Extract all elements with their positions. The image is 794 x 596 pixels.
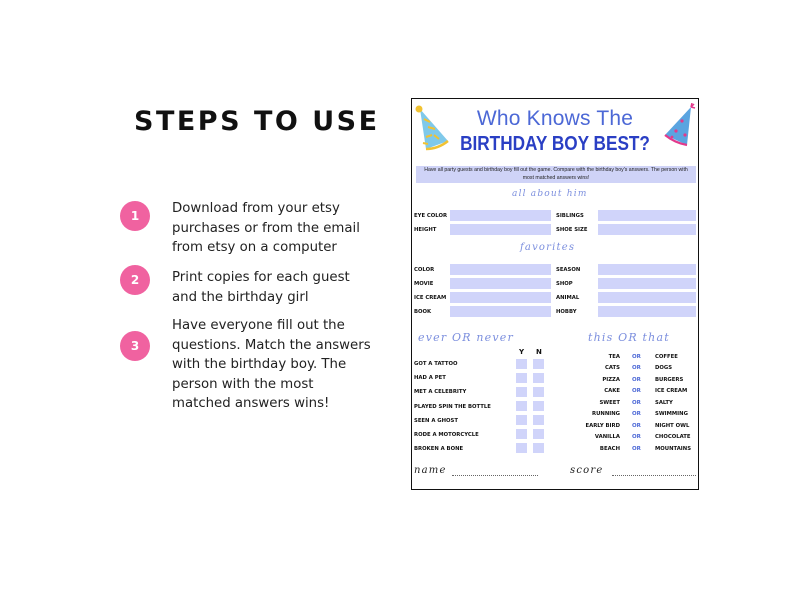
field-label: SIBLINGS — [556, 213, 584, 219]
no-column-label: N — [536, 348, 542, 356]
yes-checkbox — [516, 387, 527, 397]
field-label: ANIMAL — [556, 295, 580, 301]
choice-left: BEACH — [599, 446, 620, 452]
question-label: GOT A TATTOO — [414, 361, 458, 367]
field-label: EYE COLOR — [414, 213, 448, 219]
worksheet-subtitle: BIRTHDAY BOY BEST? — [460, 133, 650, 155]
yes-column-label: Y — [519, 348, 525, 356]
answer-box — [450, 210, 551, 221]
choice-left: VANILLA — [594, 434, 620, 440]
or-label: OR — [632, 400, 641, 406]
choice-left: SWEET — [599, 400, 620, 406]
step-number-badge: 3 — [120, 331, 150, 361]
choice-left: TEA — [608, 354, 620, 360]
no-checkbox — [533, 359, 544, 369]
choice-left: RUNNING — [592, 411, 620, 417]
answer-box — [450, 278, 551, 289]
worksheet-title: Who Knows The — [476, 107, 634, 130]
choice-right: NIGHT OWL — [655, 423, 690, 429]
question-label: SEEN A GHOST — [414, 418, 458, 424]
step-text: Have everyone fill out the questions. Match the answers with the birthday boy. The person with the most matched answers wins! — [172, 318, 371, 411]
or-label: OR — [632, 365, 641, 371]
field-label: ICE CREAM — [414, 295, 447, 301]
answer-box — [450, 306, 551, 317]
no-checkbox — [533, 401, 544, 411]
section-heading-this-or-that: this OR that — [588, 331, 670, 344]
yes-checkbox — [516, 359, 527, 369]
or-label: OR — [632, 377, 641, 383]
no-checkbox — [533, 373, 544, 383]
answer-box — [598, 278, 696, 289]
choice-left: CAKE — [604, 388, 620, 394]
or-label: OR — [632, 388, 641, 394]
answer-box — [598, 306, 696, 317]
field-label: HEIGHT — [414, 227, 437, 233]
answer-box — [450, 264, 551, 275]
or-label: OR — [632, 446, 641, 452]
step-number-badge: 2 — [120, 265, 150, 295]
question-label: PLAYED SPIN THE BOTTLE — [414, 404, 491, 410]
choice-right: DOGS — [655, 365, 673, 371]
answer-box — [598, 224, 696, 235]
section-heading-about: all about him — [512, 189, 588, 199]
worksheet-instructions: Have all party guests and birthday boy fill out the game. Compare with the birthday boy's answers. The person with most matched answers wins! — [416, 166, 696, 183]
steps-title: STEPS TO USE — [134, 106, 380, 137]
choice-right: CHOCOLATE — [655, 434, 691, 440]
no-checkbox — [533, 387, 544, 397]
name-label: name — [414, 465, 447, 476]
yes-checkbox — [516, 429, 527, 439]
question-label: BROKEN A BONE — [414, 446, 464, 452]
no-checkbox — [533, 415, 544, 425]
name-line — [452, 475, 538, 476]
choice-left: EARLY BIRD — [585, 423, 620, 429]
field-label: SHOE SIZE — [556, 227, 588, 233]
field-label: BOOK — [414, 309, 432, 315]
question-label: RODE A MOTORCYCLE — [414, 432, 479, 438]
choice-left: CATS — [604, 365, 620, 371]
field-label: SEASON — [556, 267, 581, 273]
score-label: score — [570, 465, 604, 476]
answer-box — [598, 292, 696, 303]
answer-box — [450, 224, 551, 235]
field-label: COLOR — [414, 267, 435, 273]
step-text: Download from your etsy purchases or from the email from etsy on a computer — [172, 201, 360, 255]
no-checkbox — [533, 429, 544, 439]
answer-box — [450, 292, 551, 303]
or-label: OR — [632, 354, 641, 360]
yes-checkbox — [516, 373, 527, 383]
choice-right: BURGERS — [655, 377, 684, 383]
or-label: OR — [632, 434, 641, 440]
question-label: HAD A PET — [414, 375, 446, 381]
score-line — [612, 475, 696, 476]
choice-right: COFFEE — [655, 354, 678, 360]
no-checkbox — [533, 443, 544, 453]
answer-box — [598, 210, 696, 221]
choice-right: MOUNTAINS — [655, 446, 692, 452]
yes-checkbox — [516, 415, 527, 425]
worksheet-preview — [411, 98, 699, 490]
field-label: HOBBY — [556, 309, 577, 315]
choice-left: PIZZA — [602, 377, 620, 383]
answer-box — [598, 264, 696, 275]
step-number-badge: 1 — [120, 201, 150, 231]
field-label: SHOP — [556, 281, 573, 287]
step-text: Print copies for each guest and the birthday girl — [172, 270, 350, 305]
yes-checkbox — [516, 401, 527, 411]
section-heading-ever-or-never: ever OR never — [418, 331, 514, 344]
or-label: OR — [632, 423, 641, 429]
or-label: OR — [632, 411, 641, 417]
field-label: MOVIE — [414, 281, 434, 287]
question-label: MET A CELEBRITY — [414, 389, 467, 395]
section-heading-favorites: favorites — [520, 242, 576, 253]
choice-right: ICE CREAM — [655, 388, 688, 394]
choice-right: SWIMMING — [655, 411, 688, 417]
yes-checkbox — [516, 443, 527, 453]
choice-right: SALTY — [655, 400, 673, 406]
